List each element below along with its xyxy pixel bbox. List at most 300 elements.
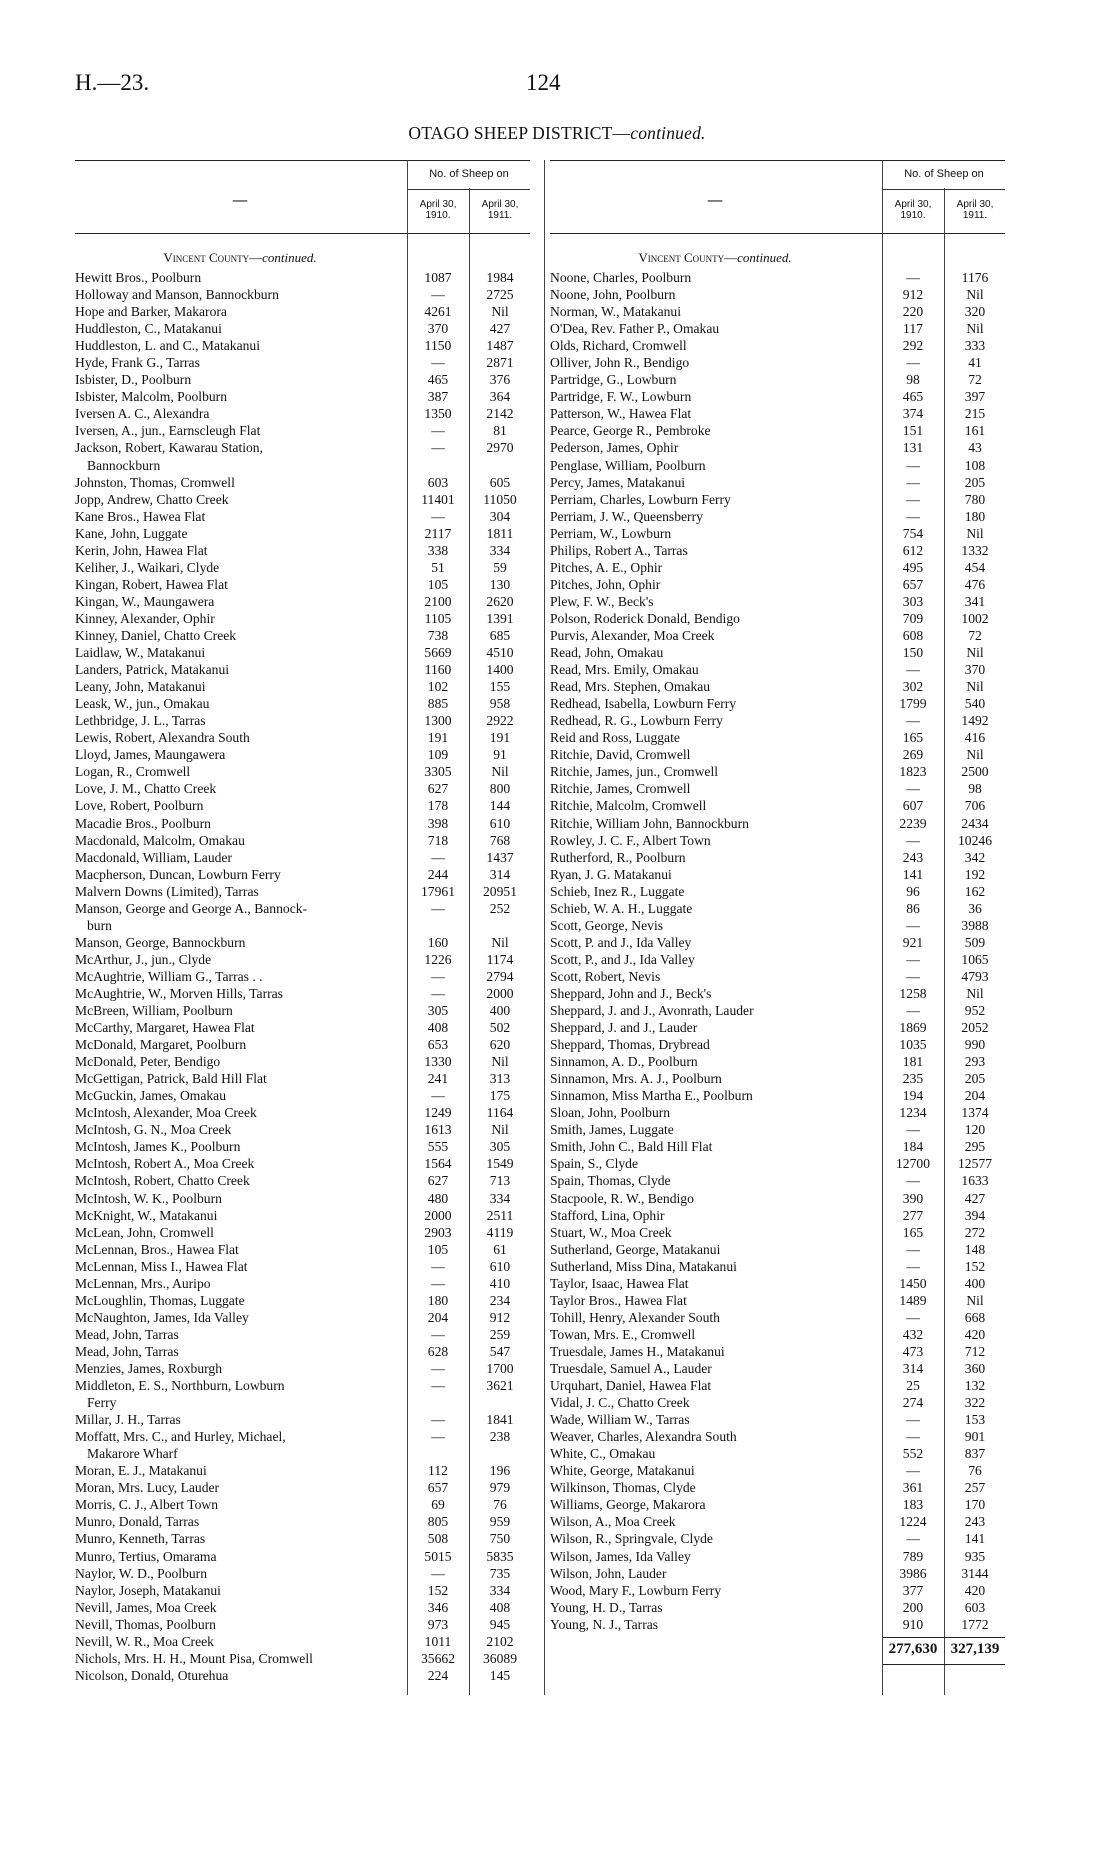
sheep-1911: 1492: [961, 713, 989, 729]
table-row: [550, 644, 1005, 661]
owner-name: Young, H. D., Tarras: [550, 1599, 663, 1615]
section-name: Vincent County—: [163, 250, 263, 265]
owner-name: Ritchie, William John, Bannockburn: [550, 815, 749, 831]
table-row: [550, 457, 1005, 474]
sheep-1911: 145: [489, 1667, 511, 1683]
sheep-1910: —: [906, 951, 920, 967]
table-row: [550, 269, 1005, 286]
sheep-1910: 1564: [424, 1156, 452, 1172]
sheep-1910: 1105: [424, 610, 452, 626]
table-row: [75, 712, 530, 729]
sheep-1911: 610: [489, 815, 511, 831]
total-1910: 277,630: [888, 1641, 938, 1657]
sheep-1911: 259: [489, 1326, 511, 1342]
page-reference: H.—23.: [75, 70, 150, 95]
sheep-1910: 628: [427, 1343, 449, 1359]
owner-name: Weaver, Charles, Alexandra South: [550, 1429, 737, 1445]
sheep-1910: —: [906, 1122, 920, 1138]
owner-name: McNaughton, James, Ida Valley: [75, 1309, 249, 1325]
sheep-1910: —: [906, 917, 920, 933]
sheep-1911: 11050: [483, 491, 517, 507]
sheep-1910: 627: [427, 781, 449, 797]
sheep-1911: 161: [964, 423, 986, 439]
sheep-1911: 2970: [486, 440, 514, 456]
table-row: [75, 1019, 530, 1036]
sheep-1911: 990: [964, 1037, 986, 1053]
sheep-1911: 509: [964, 934, 986, 950]
sheep-1911: Nil: [491, 764, 509, 780]
owner-name: Laidlaw, W., Matakanui: [75, 645, 206, 661]
owner-name: Lewis, Robert, Alexandra South: [75, 730, 250, 746]
table-row: [75, 1565, 530, 1582]
sheep-1910: 4261: [424, 304, 452, 320]
table-row: [75, 1258, 530, 1275]
table-row: [75, 1172, 530, 1189]
owner-name: Kane, John, Luggate: [75, 525, 188, 541]
sheep-1911: 320: [964, 304, 986, 320]
table-row: [75, 678, 530, 695]
table-row: [550, 763, 1005, 780]
table-row: [550, 1258, 1005, 1275]
sheep-1910: —: [431, 849, 445, 865]
sheep-1910: 1011: [424, 1633, 452, 1649]
sheep-1910: 96: [906, 883, 920, 899]
sheep-1910: 11401: [421, 491, 455, 507]
sheep-1910: —: [906, 968, 920, 984]
owner-name: Taylor Bros., Hawea Flat: [550, 1292, 687, 1308]
owner-name: Pitches, A. E., Ophir: [550, 559, 663, 575]
sheep-1910: 1450: [899, 1275, 927, 1291]
sheep-1911: 605: [489, 474, 511, 490]
owner-name: burn: [87, 917, 112, 933]
owner-name: Holloway and Manson, Bannockburn: [75, 287, 279, 303]
sheep-1910: 408: [427, 1020, 449, 1036]
owner-name: Love, J. M., Chatto Creek: [75, 781, 217, 797]
table-row: [75, 849, 530, 866]
table-row: [550, 542, 1005, 559]
sheep-1910: —: [906, 1258, 920, 1274]
table-row: [550, 1513, 1005, 1530]
table-row: [550, 1121, 1005, 1138]
sheep-1910: 178: [427, 798, 449, 814]
table-row: [75, 917, 530, 934]
table-row: [75, 797, 530, 814]
sheep-1910: 180: [427, 1292, 449, 1308]
table-row: [75, 559, 530, 576]
sheep-1910: 552: [902, 1446, 924, 1462]
owner-name: Iversen A. C., Alexandra: [75, 406, 210, 422]
page-title-suffix: continued.: [630, 123, 706, 143]
sheep-1910: —: [431, 1258, 445, 1274]
owner-name: Vidal, J. C., Chatto Creek: [550, 1395, 690, 1411]
owner-name: McAughtrie, W., Morven Hills, Tarras: [75, 985, 283, 1001]
sheep-1910: 141: [902, 866, 924, 882]
owner-name: Love, Robert, Poolburn: [75, 798, 204, 814]
table-row: [550, 1411, 1005, 1428]
table-row: [550, 1479, 1005, 1496]
sheep-1910: 98: [906, 372, 920, 388]
sheep-1910: 1150: [424, 338, 452, 354]
sheep-1910: 465: [902, 389, 924, 405]
sheep-1911: 2142: [486, 406, 514, 422]
total-1911: 327,139: [950, 1641, 1000, 1657]
table-row: [75, 1292, 530, 1309]
sheep-1911: 935: [964, 1548, 986, 1564]
table-row: [75, 1377, 530, 1394]
sheep-1911: 36: [968, 900, 982, 916]
table-row: [550, 1428, 1005, 1445]
owner-name: Kerin, John, Hawea Flat: [75, 542, 208, 558]
sheep-1910: 235: [902, 1071, 924, 1087]
sheep-1910: 165: [902, 1224, 924, 1240]
sheep-1910: 555: [427, 1139, 449, 1155]
owner-name: Read, John, Omakau: [550, 645, 664, 661]
sheep-1910: 2903: [424, 1224, 452, 1240]
owner-name: Partridge, G., Lowburn: [550, 372, 677, 388]
sheep-1910: 117: [903, 321, 923, 337]
table-row: [550, 525, 1005, 542]
owner-name: Middleton, E. S., Northburn, Lowburn: [75, 1378, 285, 1394]
table-row: [75, 269, 530, 286]
sheep-1911: 342: [964, 849, 986, 865]
owner-name: Perriam, Charles, Lowburn Ferry: [550, 491, 731, 507]
sheep-1911: 603: [964, 1599, 986, 1615]
owner-name: Ritchie, James, jun., Cromwell: [550, 764, 719, 780]
sheep-1910: 374: [902, 406, 924, 422]
table-row: [550, 968, 1005, 985]
table-row: [550, 780, 1005, 797]
sheep-1911: 293: [964, 1054, 986, 1070]
sheep-1910: —: [906, 270, 920, 285]
owner-name: Urquhart, Daniel, Hawea Flat: [550, 1378, 712, 1394]
sheep-1910: —: [906, 1003, 920, 1019]
sheep-1910: —: [906, 457, 920, 473]
sheep-1911: 476: [964, 576, 986, 592]
sheep-1910: 277: [902, 1207, 924, 1223]
header-col-1910: April 30, 1910.: [894, 199, 932, 221]
table-row: [550, 866, 1005, 883]
sheep-1911: 1772: [961, 1616, 989, 1632]
sheep-1911: 234: [489, 1292, 511, 1308]
owner-name: Landers, Patrick, Matakanui: [75, 662, 230, 678]
sheep-1910: 35662: [421, 1650, 455, 1666]
table-row: [550, 1104, 1005, 1121]
sheep-1911: 81: [493, 423, 507, 439]
sheep-1911: Nil: [966, 747, 984, 763]
sheep-1911: 76: [968, 1463, 982, 1479]
owner-name: Olliver, John R., Bendigo: [550, 355, 690, 371]
sheep-1910: 1035: [899, 1037, 927, 1053]
sheep-1911: 61: [493, 1241, 507, 1257]
section-suffix: continued.: [737, 250, 792, 265]
sheep-1910: 495: [902, 559, 924, 575]
sheep-1911: 750: [489, 1531, 511, 1547]
owner-name: Millar, J. H., Tarras: [75, 1412, 181, 1428]
sheep-1911: 397: [964, 389, 986, 405]
sheep-1911: 427: [489, 321, 511, 337]
sheep-1910: —: [906, 508, 920, 524]
sheep-1910: 2117: [424, 525, 452, 541]
owner-name: Morris, C. J., Albert Town: [75, 1497, 219, 1513]
table-row: [550, 1155, 1005, 1172]
owner-name: Ryan, J. G. Matakanui: [550, 866, 672, 882]
owner-name: Nichols, Mrs. H. H., Mount Pisa, Cromwell: [75, 1650, 313, 1666]
owner-name: Sutherland, Miss Dina, Matakanui: [550, 1258, 737, 1274]
sheep-1911: 1164: [486, 1105, 514, 1121]
sheep-1911: 1549: [486, 1156, 514, 1172]
sheep-1910: 885: [427, 696, 449, 712]
sheep-1910: 398: [427, 815, 449, 831]
owner-name: Nevill, James, Moa Creek: [75, 1599, 217, 1615]
table-row: [550, 1530, 1005, 1547]
owner-name: Nevill, Thomas, Poolburn: [75, 1616, 216, 1632]
table-row: [75, 1138, 530, 1155]
owner-name: Purvis, Alexander, Moa Creek: [550, 627, 715, 643]
totals-rule-bottom: [883, 1664, 1005, 1665]
sheep-1911: Nil: [491, 934, 509, 950]
sheep-1910: 608: [902, 627, 924, 643]
table-row: [550, 1462, 1005, 1479]
sheep-1910: 789: [902, 1548, 924, 1564]
table-row: [75, 627, 530, 644]
sheep-1911: 162: [964, 883, 986, 899]
owner-name: Macpherson, Duncan, Lowburn Ferry: [75, 866, 281, 882]
owner-name: Wilson, John, Lauder: [550, 1565, 667, 1581]
table-row: [550, 1496, 1005, 1513]
sheep-1910: 5669: [424, 645, 452, 661]
sheep-1911: 130: [489, 576, 511, 592]
sheep-1911: Nil: [966, 679, 984, 695]
owner-name: Huddleston, C., Matakanui: [75, 321, 222, 337]
sheep-1911: 243: [964, 1514, 986, 1530]
sheep-1910: 390: [902, 1190, 924, 1206]
table-row: [75, 542, 530, 559]
sheep-1910: 2239: [899, 815, 927, 831]
owner-name: Kingan, Robert, Hawea Flat: [75, 576, 228, 592]
owner-name: Wood, Mary F., Lowburn Ferry: [550, 1582, 722, 1598]
sheep-1910: 370: [427, 321, 449, 337]
sheep-1910: —: [906, 1429, 920, 1445]
owner-name: McLean, John, Cromwell: [75, 1224, 214, 1240]
owner-name: Bannockburn: [87, 457, 161, 473]
sheep-1910: 12700: [896, 1156, 930, 1172]
owner-name: Smith, James, Luggate: [550, 1122, 674, 1138]
owner-name: Kane Bros., Hawea Flat: [75, 508, 206, 524]
sheep-1911: 1400: [486, 662, 514, 678]
sheep-1911: 2052: [961, 1020, 989, 1036]
table-row: [550, 1377, 1005, 1394]
sheep-1910: 1087: [424, 270, 452, 285]
owner-name: Nicolson, Donald, Oturehua: [75, 1667, 229, 1683]
table-row: [75, 303, 530, 320]
sheep-1911: 153: [964, 1412, 986, 1428]
sheep-1910: 1300: [424, 713, 452, 729]
owner-name: Macdonald, William, Lauder: [75, 849, 232, 865]
sheep-1910: 302: [902, 679, 924, 695]
sheep-1910: 754: [902, 525, 924, 541]
owner-name: McAughtrie, William G., Tarras . .: [75, 968, 263, 984]
sheep-1911: 4510: [486, 645, 514, 661]
table-row: [75, 1207, 530, 1224]
table-row: [550, 474, 1005, 491]
table-row: [75, 525, 530, 542]
table-row: [75, 491, 530, 508]
owner-name: Pederson, James, Ophir: [550, 440, 679, 456]
table-row: [75, 474, 530, 491]
sheep-1911: 132: [964, 1378, 986, 1394]
sheep-1911: 713: [489, 1173, 511, 1189]
table-row: [550, 1599, 1005, 1616]
owner-name: McLoughlin, Thomas, Luggate: [75, 1292, 245, 1308]
sheep-1911: 1065: [961, 951, 989, 967]
sheep-1911: 1487: [486, 338, 514, 354]
sheep-1911: 144: [489, 798, 511, 814]
sheep-1910: 1869: [899, 1020, 927, 1036]
header-dash: —: [707, 190, 723, 209]
owner-name: Stafford, Lina, Ophir: [550, 1207, 665, 1223]
owner-name: Redhead, R. G., Lowburn Ferry: [550, 713, 723, 729]
owner-name: McGuckin, James, Omakau: [75, 1088, 227, 1104]
owner-name: McLennan, Mrs., Auripo: [75, 1275, 211, 1291]
sheep-1910: 1224: [899, 1514, 927, 1530]
owner-name: McIntosh, Robert, Chatto Creek: [75, 1173, 250, 1189]
sheep-1911: 334: [489, 1582, 511, 1598]
page-title-main: OTAGO SHEEP DISTRICT—: [408, 123, 631, 143]
sheep-1911: Nil: [966, 321, 984, 337]
sheep-1911: 152: [964, 1258, 986, 1274]
sheep-1910: 1823: [899, 764, 927, 780]
sheep-1911: 420: [964, 1582, 986, 1598]
owner-name: Sheppard, Thomas, Drybread: [550, 1037, 710, 1053]
table-row: [550, 593, 1005, 610]
owner-name: Polson, Roderick Donald, Bendigo: [550, 610, 740, 626]
owner-name: Johnston, Thomas, Cromwell: [75, 474, 235, 490]
sheep-1910: 244: [427, 866, 449, 882]
table-row: [550, 1224, 1005, 1241]
table-row: [75, 1036, 530, 1053]
table-row: [550, 559, 1005, 576]
sheep-1911: 502: [489, 1020, 511, 1036]
owner-name: McKnight, W., Matakanui: [75, 1207, 218, 1223]
sheep-1910: —: [431, 508, 445, 524]
sheep-1911: 685: [489, 627, 511, 643]
owner-name: Lloyd, James, Maungawera: [75, 747, 226, 763]
owner-name: Sinnamon, A. D., Poolburn: [550, 1054, 698, 1070]
sheep-1911: 376: [489, 372, 511, 388]
table-row: [550, 491, 1005, 508]
sheep-1911: 420: [964, 1326, 986, 1342]
sheep-1911: 668: [964, 1309, 986, 1325]
owner-name: Lethbridge, J. L., Tarras: [75, 713, 206, 729]
owner-name: Hyde, Frank G., Tarras: [75, 355, 200, 371]
sheep-1911: 2511: [486, 1207, 514, 1223]
table-row: [75, 1394, 530, 1411]
sheep-1910: 1258: [899, 985, 927, 1001]
sheep-1910: 269: [902, 747, 924, 763]
sheep-1911: 400: [489, 1003, 511, 1019]
sheep-1911: 191: [489, 730, 511, 746]
sheep-1911: 2794: [486, 968, 514, 984]
table-row: [75, 1548, 530, 1565]
owner-name: Munro, Kenneth, Tarras: [75, 1531, 206, 1547]
owner-name: Wade, William W., Tarras: [550, 1412, 690, 1428]
owner-name: Scott, P. and J., Ida Valley: [550, 934, 692, 950]
sheep-1911: 1176: [961, 270, 989, 285]
sheep-1911: 91: [493, 747, 507, 763]
sheep-1910: 1489: [899, 1292, 927, 1308]
owner-name: Noone, John, Poolburn: [550, 287, 676, 303]
owner-name: McCarthy, Margaret, Hawea Flat: [75, 1020, 255, 1036]
sheep-1911: 314: [489, 866, 511, 882]
sheep-1910: 1350: [424, 406, 452, 422]
sheep-1911: 2000: [486, 985, 514, 1001]
sheep-1911: Nil: [966, 525, 984, 541]
sheep-1910: 105: [427, 576, 449, 592]
table-row: [75, 1155, 530, 1172]
sheep-1911: 364: [489, 389, 511, 405]
sheep-1910: 305: [427, 1003, 449, 1019]
sheep-1911: 4119: [486, 1224, 514, 1240]
owner-name: Truesdale, Samuel A., Lauder: [550, 1361, 712, 1376]
sheep-1911: 196: [489, 1463, 511, 1479]
sheep-1910: 224: [427, 1667, 449, 1683]
table-row: [550, 815, 1005, 832]
sheep-1911: 1391: [486, 610, 514, 626]
owner-name: Menzies, James, Roxburgh: [75, 1361, 222, 1376]
sheep-1910: —: [906, 1309, 920, 1325]
sheep-1910: 973: [427, 1616, 449, 1632]
sheep-1911: 155: [489, 679, 511, 695]
sheep-1911: 180: [964, 508, 986, 524]
sheep-1911: Nil: [491, 1054, 509, 1070]
owner-name: Munro, Tertius, Omarama: [75, 1548, 217, 1564]
table-row: [75, 610, 530, 627]
sheep-1911: 295: [964, 1139, 986, 1155]
sheep-1911: 1700: [486, 1361, 514, 1376]
sheep-1910: —: [431, 900, 445, 916]
left-rows: [75, 269, 530, 1684]
table-row: [550, 729, 1005, 746]
sheep-1910: —: [431, 1429, 445, 1445]
sheep-1910: 1330: [424, 1054, 452, 1070]
sheep-1911: 2500: [961, 764, 989, 780]
table-row: [550, 1548, 1005, 1565]
sheep-1910: —: [431, 1275, 445, 1291]
table-row: [550, 1138, 1005, 1155]
owner-name: Macdonald, Malcolm, Omakau: [75, 832, 245, 848]
sheep-1910: 1613: [424, 1122, 452, 1138]
owner-name: Sutherland, George, Matakanui: [550, 1241, 721, 1257]
table-row: [550, 576, 1005, 593]
sheep-1911: 304: [489, 508, 511, 524]
sheep-1910: 3305: [424, 764, 452, 780]
section-suffix: continued.: [262, 250, 317, 265]
table-row: [75, 1309, 530, 1326]
table-row: [550, 405, 1005, 422]
owner-name: Leask, W., jun., Omakau: [75, 696, 210, 712]
sheep-1910: 181: [902, 1054, 924, 1070]
owner-name: McLennan, Bros., Hawea Flat: [75, 1241, 239, 1257]
sheep-1911: 540: [964, 696, 986, 712]
sheep-1910: —: [906, 355, 920, 371]
table-row: [75, 1224, 530, 1241]
sheep-1911: 238: [489, 1429, 511, 1445]
table-row: [550, 1207, 1005, 1224]
table-row: [550, 883, 1005, 900]
sheep-1911: 620: [489, 1037, 511, 1053]
table-row: [75, 422, 530, 439]
owner-name: Keliher, J., Waikari, Clyde: [75, 559, 220, 575]
